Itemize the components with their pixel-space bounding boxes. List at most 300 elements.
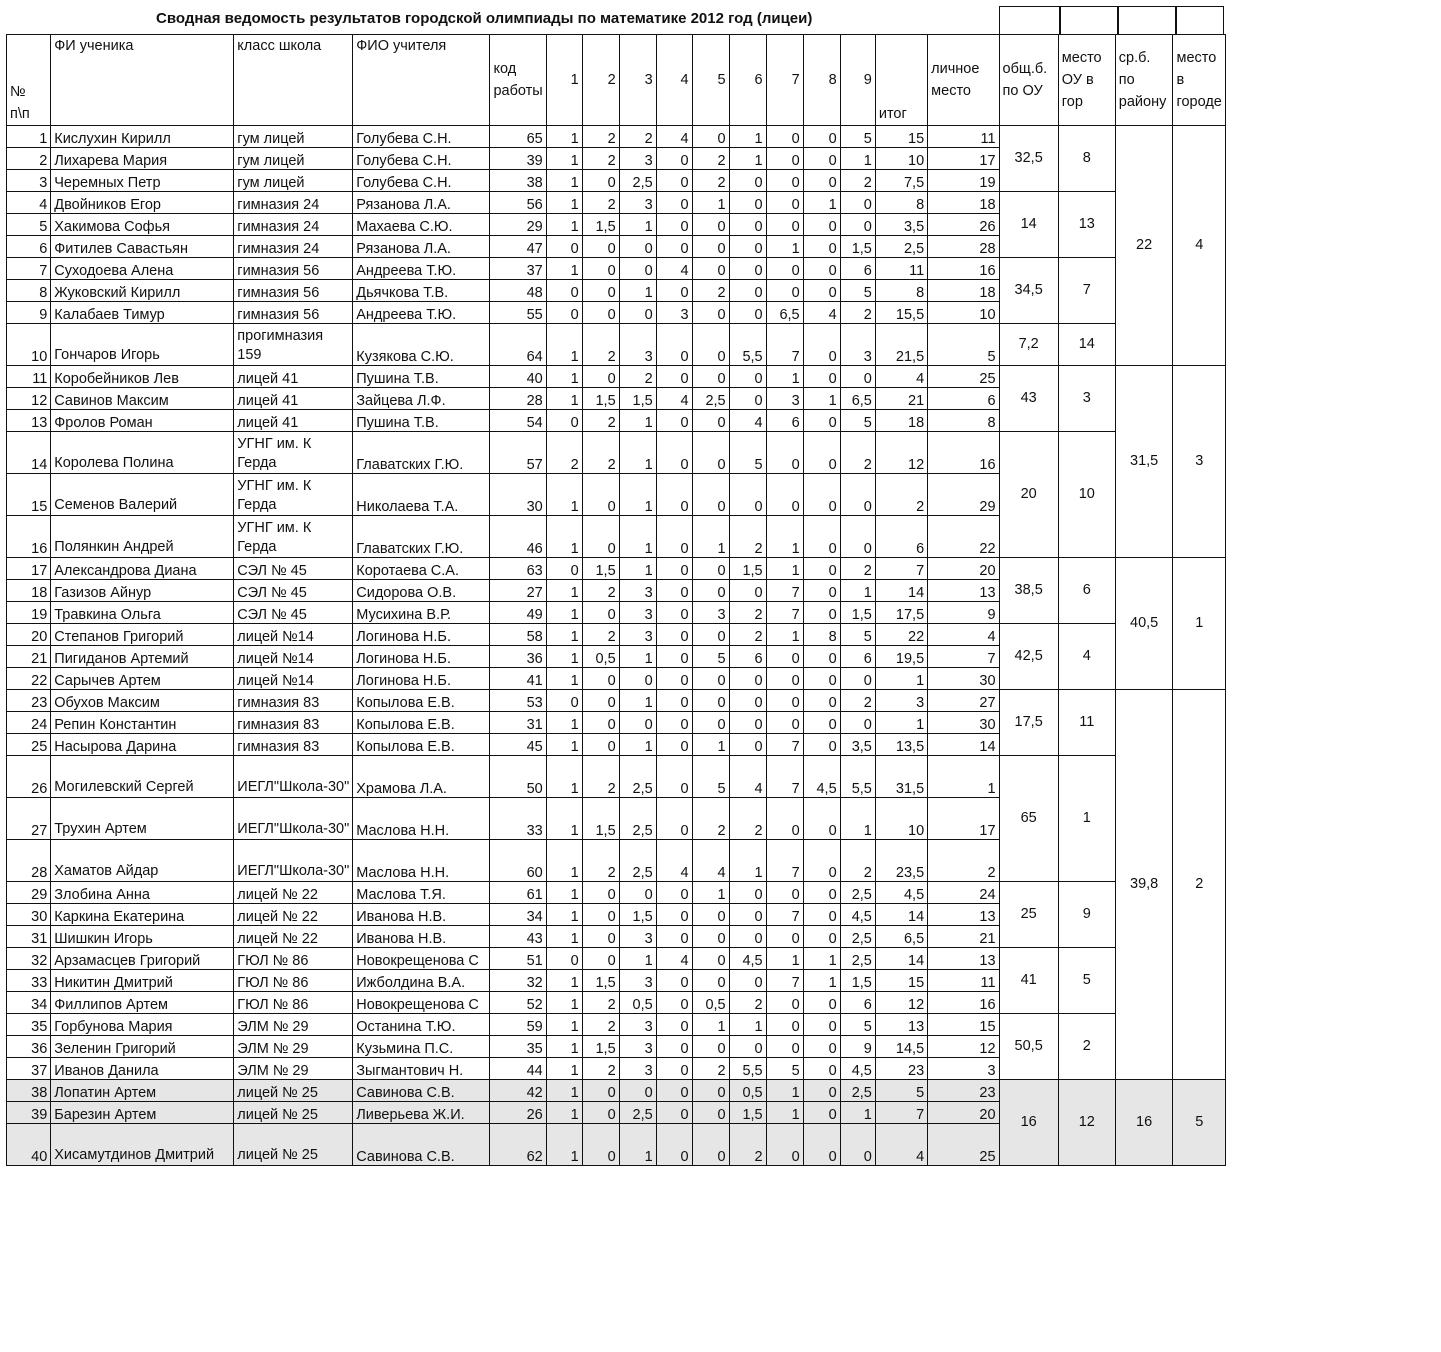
task-score: 0	[692, 1080, 729, 1102]
task-score: 0	[692, 366, 729, 388]
task-score: 1	[619, 432, 656, 474]
task-score: 0	[692, 214, 729, 236]
row-number: 11	[7, 366, 51, 388]
task-score: 0	[656, 516, 692, 558]
row-number: 12	[7, 388, 51, 410]
total-score: 3	[875, 690, 927, 712]
task-score: 1	[766, 1102, 803, 1124]
row-number: 36	[7, 1036, 51, 1058]
task-score: 0	[803, 602, 840, 624]
total-score: 23,5	[875, 840, 927, 882]
student-name: Двойников Егор	[51, 192, 234, 214]
school-name: лицей № 25	[234, 1102, 353, 1124]
task-score: 3	[619, 1058, 656, 1080]
task-score: 0	[656, 366, 692, 388]
task-score: 0	[656, 236, 692, 258]
total-score: 15,5	[875, 302, 927, 324]
row-number: 33	[7, 970, 51, 992]
personal-place: 27	[928, 690, 999, 712]
task-score: 0	[803, 148, 840, 170]
work-code: 59	[490, 1014, 546, 1036]
task-score: 1	[546, 882, 582, 904]
task-score: 0	[656, 1080, 692, 1102]
total-score: 21	[875, 388, 927, 410]
task-score: 3	[619, 148, 656, 170]
task-score: 6	[766, 410, 803, 432]
table-row	[7, 258, 1226, 280]
task-score: 1	[803, 970, 840, 992]
table-row	[7, 948, 1226, 970]
task-score: 5	[766, 1058, 803, 1080]
task-score: 4	[656, 258, 692, 280]
ou-place: 4	[1058, 624, 1115, 690]
table-row	[7, 192, 1226, 214]
task-score: 0	[692, 258, 729, 280]
personal-place: 14	[928, 734, 999, 756]
task-score: 4,5	[729, 948, 766, 970]
task-score: 3	[619, 580, 656, 602]
row-number: 2	[7, 148, 51, 170]
personal-place: 7	[928, 646, 999, 668]
task-score: 1	[766, 366, 803, 388]
row-number: 34	[7, 992, 51, 1014]
header-task: 5	[692, 35, 729, 126]
ou-sum: 20	[999, 432, 1058, 558]
task-score: 0	[803, 432, 840, 474]
total-score: 7	[875, 558, 927, 580]
ou-place: 10	[1058, 432, 1115, 558]
task-score: 0	[729, 258, 766, 280]
task-score: 6	[729, 646, 766, 668]
task-score: 2	[619, 126, 656, 148]
district-avg: 40,5	[1115, 558, 1173, 690]
task-score: 0	[546, 410, 582, 432]
personal-place: 2	[928, 840, 999, 882]
student-name: Могилевский Сергей	[51, 756, 234, 798]
teacher-name: Ижболдина В.А.	[353, 970, 490, 992]
work-code: 37	[490, 258, 546, 280]
task-score: 1	[619, 948, 656, 970]
task-score: 1	[546, 170, 582, 192]
task-score: 3	[619, 1036, 656, 1058]
teacher-name: Голубева С.Н.	[353, 148, 490, 170]
table-row	[7, 690, 1226, 712]
work-code: 32	[490, 970, 546, 992]
task-score: 1	[803, 388, 840, 410]
task-score: 1	[766, 1080, 803, 1102]
header-task: 7	[766, 35, 803, 126]
task-score: 1	[546, 258, 582, 280]
personal-place: 25	[928, 366, 999, 388]
task-score: 3	[656, 302, 692, 324]
task-score: 0	[582, 712, 619, 734]
work-code: 54	[490, 410, 546, 432]
task-score: 0	[656, 432, 692, 474]
row-number: 20	[7, 624, 51, 646]
task-score: 0	[692, 1124, 729, 1166]
task-score: 0	[766, 1036, 803, 1058]
task-score: 0	[803, 126, 840, 148]
task-score: 0	[840, 712, 875, 734]
school-name: УГНГ им. К Герда	[234, 516, 353, 558]
task-score: 4	[729, 410, 766, 432]
teacher-name: Главатских Г.Ю.	[353, 516, 490, 558]
task-score: 1	[729, 1014, 766, 1036]
row-number: 24	[7, 712, 51, 734]
task-score: 0	[766, 280, 803, 302]
personal-place: 18	[928, 192, 999, 214]
total-score: 5	[875, 1080, 927, 1102]
row-number: 31	[7, 926, 51, 948]
task-score: 0	[692, 624, 729, 646]
task-score: 0	[656, 1036, 692, 1058]
task-score: 1	[766, 516, 803, 558]
school-name: гум лицей	[234, 148, 353, 170]
row-number: 40	[7, 1124, 51, 1166]
work-code: 29	[490, 214, 546, 236]
task-score: 1	[766, 558, 803, 580]
teacher-name: Ливерьева Ж.И.	[353, 1102, 490, 1124]
task-score: 1	[840, 148, 875, 170]
task-score: 8	[803, 624, 840, 646]
ou-sum: 43	[999, 366, 1058, 432]
task-score: 1,5	[582, 558, 619, 580]
header-ou-sum: общ.б. по ОУ	[999, 35, 1058, 126]
student-name: Никитин Дмитрий	[51, 970, 234, 992]
task-score: 0	[840, 366, 875, 388]
total-score: 14	[875, 948, 927, 970]
task-score: 0	[803, 170, 840, 192]
task-score: 0	[840, 192, 875, 214]
task-score: 0	[840, 516, 875, 558]
work-code: 36	[490, 646, 546, 668]
work-code: 26	[490, 1102, 546, 1124]
task-score: 7	[766, 756, 803, 798]
ou-place: 12	[1058, 1080, 1115, 1166]
work-code: 40	[490, 366, 546, 388]
task-score: 5,5	[729, 1058, 766, 1080]
school-name: лицей № 22	[234, 904, 353, 926]
ou-sum: 41	[999, 948, 1058, 1014]
header-extra-cell	[1175, 6, 1224, 35]
ou-sum: 17,5	[999, 690, 1058, 756]
teacher-name: Кузьмина П.С.	[353, 1036, 490, 1058]
task-score: 0	[692, 712, 729, 734]
task-score: 2	[692, 280, 729, 302]
ou-sum: 34,5	[999, 258, 1058, 324]
task-score: 6	[840, 646, 875, 668]
task-score: 0	[729, 302, 766, 324]
student-name: Фитилев Савастьян	[51, 236, 234, 258]
teacher-name: Коротаева С.А.	[353, 558, 490, 580]
task-score: 1,5	[619, 388, 656, 410]
task-score: 1	[546, 926, 582, 948]
teacher-name: Рязанова Л.А.	[353, 236, 490, 258]
task-score: 0	[729, 904, 766, 926]
school-name: лицей № 22	[234, 926, 353, 948]
task-score: 1	[546, 388, 582, 410]
task-score: 1	[546, 602, 582, 624]
ou-place: 11	[1058, 690, 1115, 756]
task-score: 0	[582, 302, 619, 324]
student-name: Хисамутдинов Дмитрий	[51, 1124, 234, 1166]
personal-place: 1	[928, 756, 999, 798]
table-row	[7, 1080, 1226, 1102]
personal-place: 22	[928, 516, 999, 558]
header-code: код работы	[490, 35, 546, 126]
task-score: 5,5	[840, 756, 875, 798]
student-name: Злобина Анна	[51, 882, 234, 904]
teacher-name: Николаева Т.А.	[353, 474, 490, 516]
student-name: Калабаев Тимур	[51, 302, 234, 324]
work-code: 28	[490, 388, 546, 410]
task-score: 0	[692, 580, 729, 602]
task-score: 1	[546, 1036, 582, 1058]
task-score: 2	[582, 192, 619, 214]
school-name: лицей №14	[234, 646, 353, 668]
task-score: 1	[546, 126, 582, 148]
task-score: 0	[692, 474, 729, 516]
task-score: 0	[840, 214, 875, 236]
task-score: 0	[656, 558, 692, 580]
task-score: 0	[656, 668, 692, 690]
personal-place: 10	[928, 302, 999, 324]
teacher-name: Останина Т.Ю.	[353, 1014, 490, 1036]
task-score: 4	[656, 840, 692, 882]
task-score: 2	[840, 690, 875, 712]
personal-place: 12	[928, 1036, 999, 1058]
task-score: 1	[619, 690, 656, 712]
header-task: 2	[582, 35, 619, 126]
task-score: 0	[729, 970, 766, 992]
task-score: 0	[656, 690, 692, 712]
total-score: 22	[875, 624, 927, 646]
student-name: Сарычев Артем	[51, 668, 234, 690]
teacher-name: Маслова Н.Н.	[353, 840, 490, 882]
total-score: 7,5	[875, 170, 927, 192]
header-extra-cell	[999, 6, 1061, 35]
task-score: 0	[656, 624, 692, 646]
teacher-name: Голубева С.Н.	[353, 126, 490, 148]
results-table	[6, 34, 1226, 1166]
work-code: 27	[490, 580, 546, 602]
task-score: 0	[656, 1014, 692, 1036]
total-score: 14,5	[875, 1036, 927, 1058]
teacher-name: Главатских Г.Ю.	[353, 432, 490, 474]
row-number: 21	[7, 646, 51, 668]
teacher-name: Пушина Т.В.	[353, 410, 490, 432]
personal-place: 29	[928, 474, 999, 516]
teacher-name: Рязанова Л.А.	[353, 192, 490, 214]
task-score: 0	[803, 558, 840, 580]
teacher-name: Савинова С.В.	[353, 1080, 490, 1102]
task-score: 0	[766, 1124, 803, 1166]
table-row	[7, 624, 1226, 646]
task-score: 0	[582, 668, 619, 690]
sheet-title: Сводная ведомость результатов городской олимпиады по математике 2012 год (лицеи)	[156, 10, 813, 27]
task-score: 0	[803, 668, 840, 690]
task-score: 1	[546, 904, 582, 926]
task-score: 0	[766, 1014, 803, 1036]
ou-place: 5	[1058, 948, 1115, 1014]
total-score: 4,5	[875, 882, 927, 904]
task-score: 4	[656, 388, 692, 410]
student-name: Королева Полина	[51, 432, 234, 474]
personal-place: 9	[928, 602, 999, 624]
total-score: 17,5	[875, 602, 927, 624]
personal-place: 19	[928, 170, 999, 192]
teacher-name: Зыгмантович Н.	[353, 1058, 490, 1080]
task-score: 2	[692, 1058, 729, 1080]
task-score: 4,5	[803, 756, 840, 798]
city-place: 1	[1173, 558, 1226, 690]
task-score: 0	[582, 1124, 619, 1166]
task-score: 0	[766, 690, 803, 712]
task-score: 1,5	[582, 214, 619, 236]
task-score: 0	[729, 280, 766, 302]
work-code: 47	[490, 236, 546, 258]
task-score: 3	[619, 970, 656, 992]
teacher-name: Сидорова О.В.	[353, 580, 490, 602]
total-score: 13	[875, 1014, 927, 1036]
work-code: 55	[490, 302, 546, 324]
task-score: 0	[582, 1080, 619, 1102]
task-score: 4	[803, 302, 840, 324]
task-score: 0	[546, 690, 582, 712]
task-score: 0	[766, 992, 803, 1014]
task-score: 6,5	[840, 388, 875, 410]
task-score: 5	[840, 280, 875, 302]
task-score: 2	[729, 798, 766, 840]
task-score: 1	[619, 1124, 656, 1166]
task-score: 0	[619, 1080, 656, 1102]
row-number: 35	[7, 1014, 51, 1036]
task-score: 0	[692, 324, 729, 366]
total-score: 7	[875, 1102, 927, 1124]
table-row	[7, 324, 1226, 366]
task-score: 0	[692, 970, 729, 992]
task-score: 0	[766, 214, 803, 236]
student-name: Александрова Диана	[51, 558, 234, 580]
task-score: 0	[840, 1124, 875, 1166]
row-number: 19	[7, 602, 51, 624]
task-score: 0	[692, 236, 729, 258]
task-score: 0	[619, 882, 656, 904]
task-score: 1	[546, 1102, 582, 1124]
student-name: Шишкин Игорь	[51, 926, 234, 948]
row-number: 15	[7, 474, 51, 516]
total-score: 31,5	[875, 756, 927, 798]
task-score: 0	[692, 690, 729, 712]
task-score: 0	[803, 712, 840, 734]
header-place: личное место	[928, 35, 999, 126]
task-score: 2	[619, 366, 656, 388]
student-name: Барезин Артем	[51, 1102, 234, 1124]
task-score: 2	[582, 324, 619, 366]
work-code: 39	[490, 148, 546, 170]
task-score: 0	[619, 258, 656, 280]
teacher-name: Пушина Т.В.	[353, 366, 490, 388]
teacher-name: Андреева Т.Ю.	[353, 258, 490, 280]
student-name: Репин Константин	[51, 712, 234, 734]
task-score: 2	[582, 126, 619, 148]
task-score: 0	[729, 882, 766, 904]
student-name: Хакимова Софья	[51, 214, 234, 236]
ou-sum: 42,5	[999, 624, 1058, 690]
ou-place: 1	[1058, 756, 1115, 882]
task-score: 2,5	[840, 882, 875, 904]
personal-place: 13	[928, 580, 999, 602]
district-avg: 39,8	[1115, 690, 1173, 1080]
work-code: 63	[490, 558, 546, 580]
school-name: лицей №14	[234, 668, 353, 690]
task-score: 6	[840, 992, 875, 1014]
total-score: 6,5	[875, 926, 927, 948]
task-score: 0	[656, 580, 692, 602]
row-number: 26	[7, 756, 51, 798]
task-score: 7	[766, 324, 803, 366]
work-code: 33	[490, 798, 546, 840]
ou-place: 13	[1058, 192, 1115, 258]
task-score: 0	[729, 580, 766, 602]
task-score: 0	[656, 1058, 692, 1080]
header-school: класс школа	[234, 35, 353, 126]
header-row	[7, 35, 1226, 126]
school-name: ГЮЛ № 86	[234, 948, 353, 970]
task-score: 1,5	[840, 236, 875, 258]
ou-sum: 38,5	[999, 558, 1058, 624]
task-score: 1	[803, 948, 840, 970]
city-place: 5	[1173, 1080, 1226, 1166]
task-score: 0	[582, 258, 619, 280]
total-score: 10	[875, 148, 927, 170]
personal-place: 3	[928, 1058, 999, 1080]
teacher-name: Мусихина В.Р.	[353, 602, 490, 624]
row-number: 14	[7, 432, 51, 474]
task-score: 4	[656, 126, 692, 148]
row-number: 29	[7, 882, 51, 904]
task-score: 0	[766, 882, 803, 904]
ou-place: 3	[1058, 366, 1115, 432]
task-score: 2,5	[840, 948, 875, 970]
task-score: 1	[619, 410, 656, 432]
task-score: 0	[766, 170, 803, 192]
table-row	[7, 432, 1226, 474]
task-score: 1	[692, 734, 729, 756]
task-score: 0	[803, 236, 840, 258]
task-score: 0	[840, 668, 875, 690]
student-name: Суходоева Алена	[51, 258, 234, 280]
task-score: 0	[803, 1102, 840, 1124]
task-score: 1	[619, 280, 656, 302]
task-score: 0	[692, 668, 729, 690]
school-name: ЭЛМ № 29	[234, 1058, 353, 1080]
school-name: лицей 41	[234, 388, 353, 410]
row-number: 10	[7, 324, 51, 366]
task-score: 2	[840, 840, 875, 882]
task-score: 0	[729, 192, 766, 214]
task-score: 0	[582, 602, 619, 624]
student-name: Зеленин Григорий	[51, 1036, 234, 1058]
row-number: 1	[7, 126, 51, 148]
task-score: 5	[840, 1014, 875, 1036]
teacher-name: Андреева Т.Ю.	[353, 302, 490, 324]
task-score: 2	[582, 756, 619, 798]
task-score: 1	[546, 214, 582, 236]
personal-place: 16	[928, 992, 999, 1014]
table-row	[7, 1014, 1226, 1036]
task-score: 1	[546, 516, 582, 558]
